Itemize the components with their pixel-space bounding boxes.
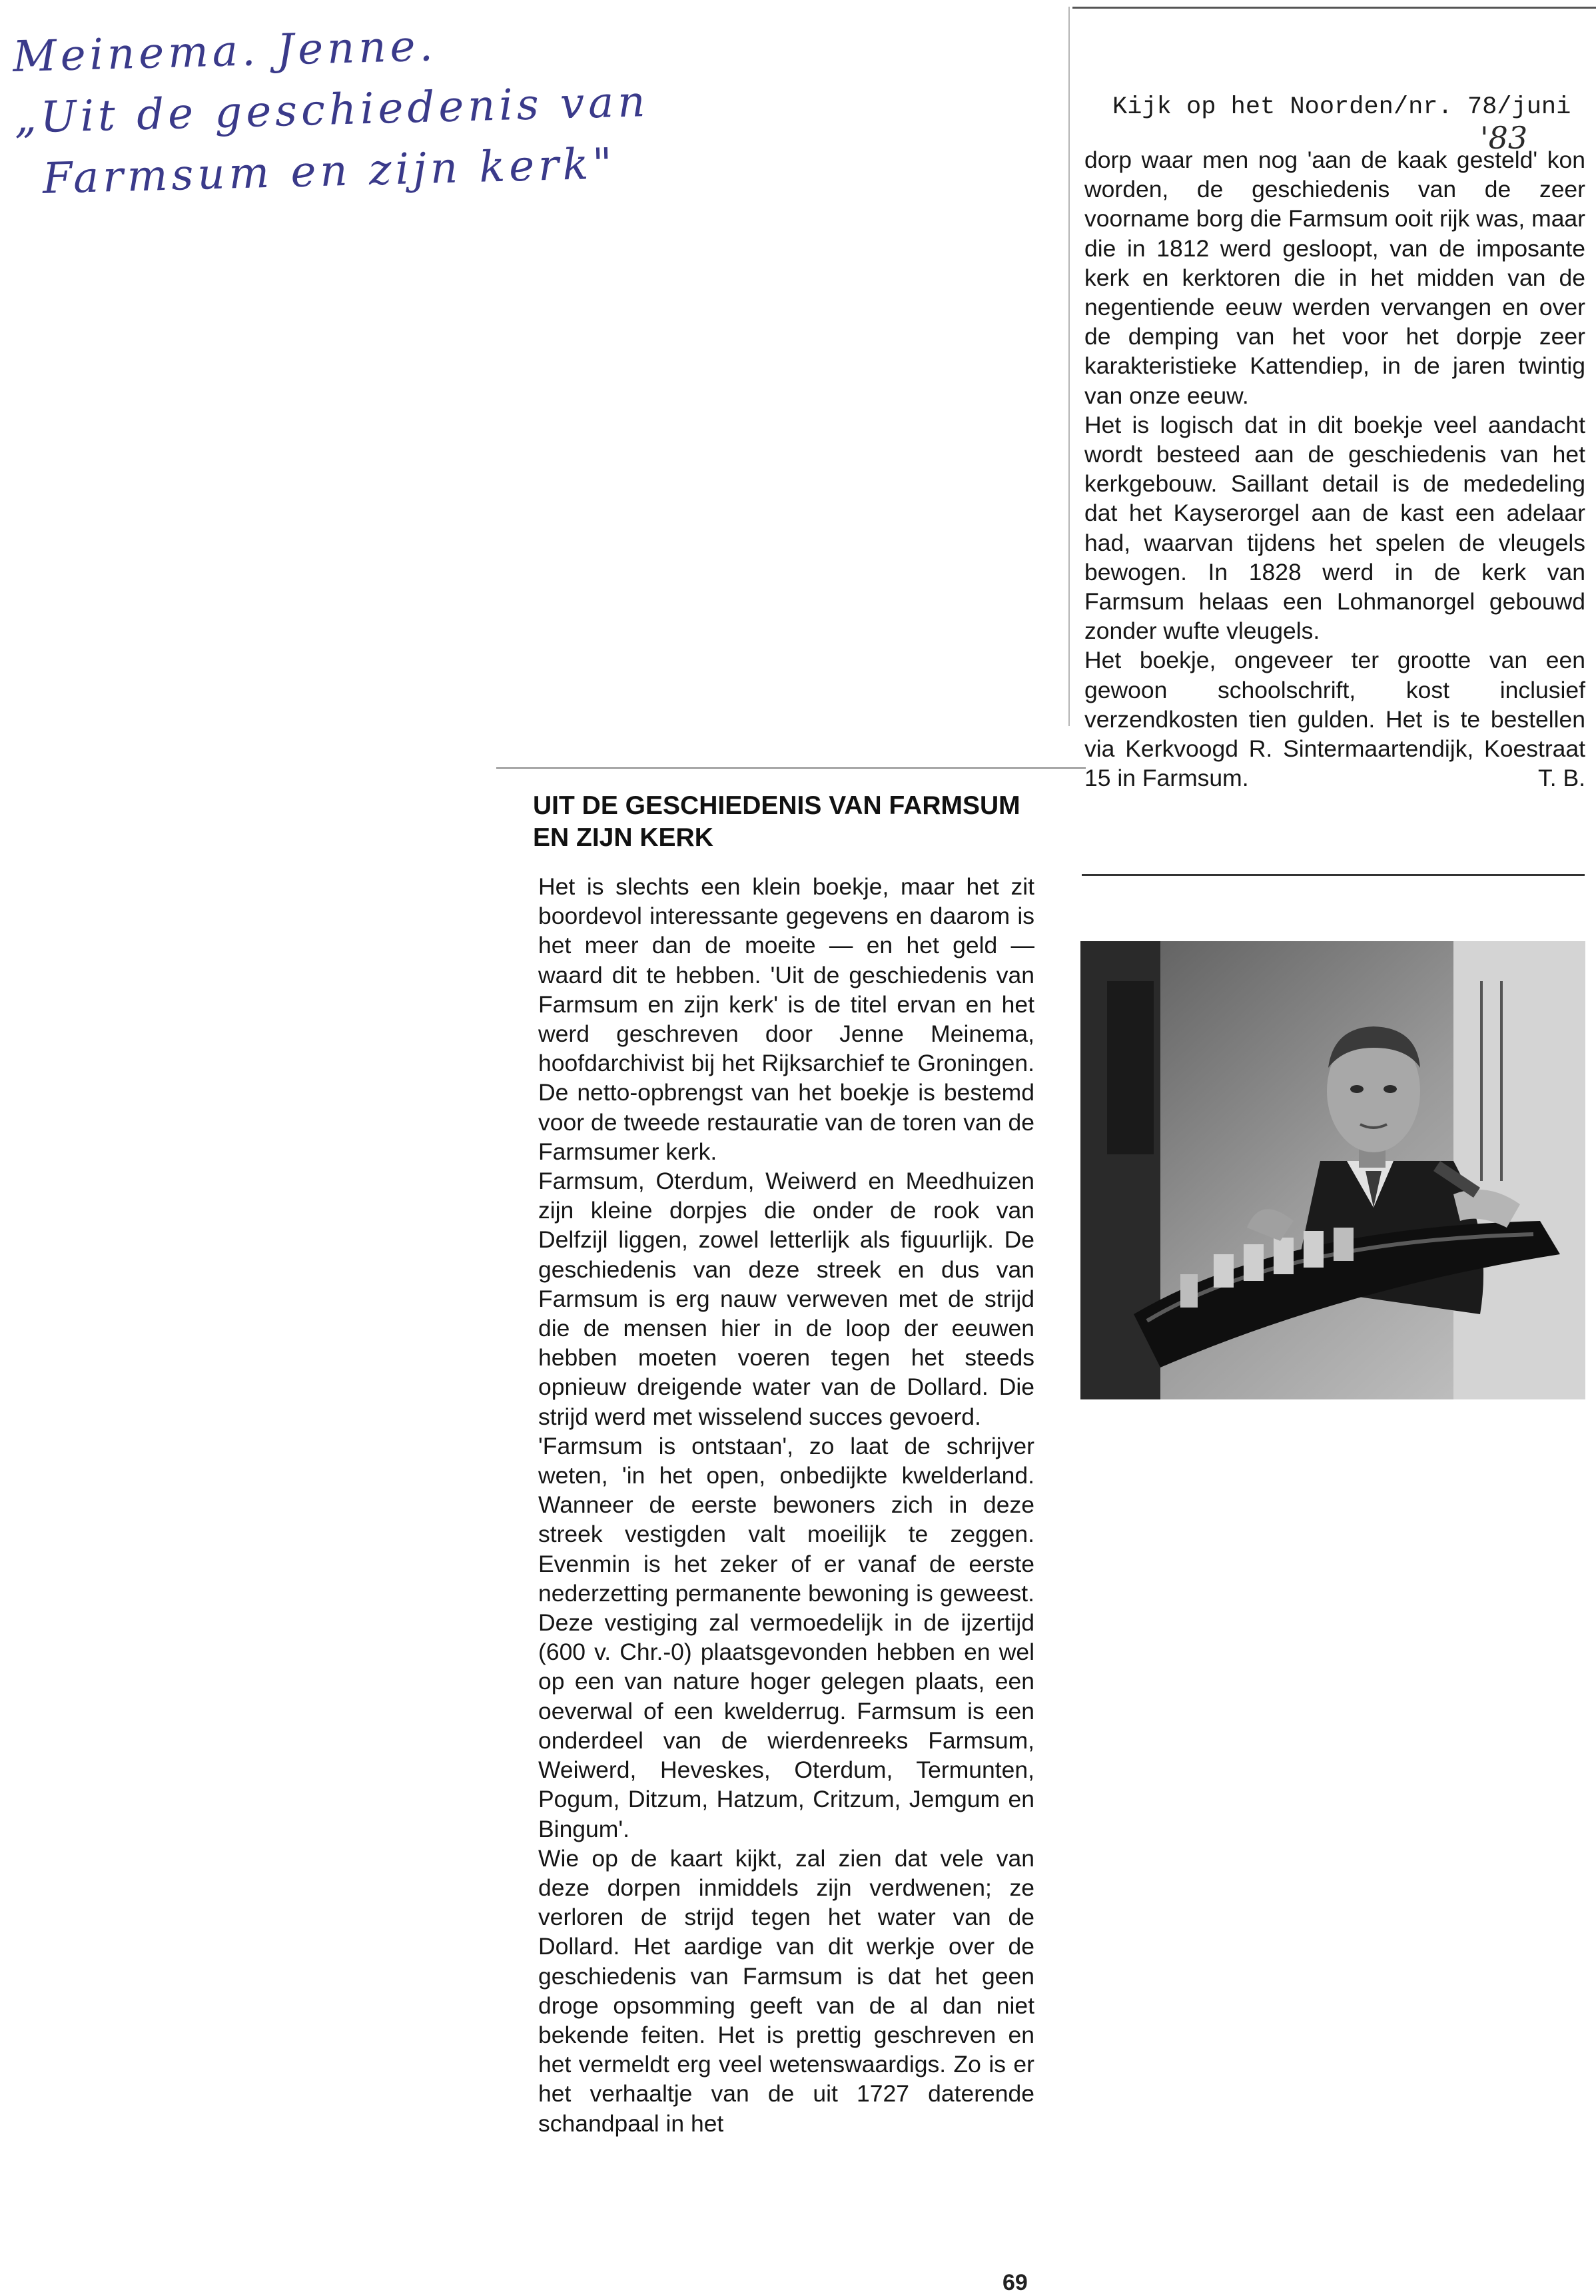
- column-end-rule: [1082, 874, 1585, 876]
- left-paragraph-2: Farmsum, Oterdum, Weiwerd en Meedhuizen zijn kleine dorpjes die onder de rook van Delfzijl liggen, zowel letterlijk als figuurlijk. De geschiedenis van deze streek en dus van Farmsum is erg nauw verweven met de strijd die de mensen hier in de loop der eeuwen hebben moeten voeren tegen het steeds opnieuw dreigende water van de Dollard. Die strijd werd met wisselend succes gevoerd.: [538, 1168, 1034, 1430]
- right-paragraph-3-text: Het boekje, ongeveer ter grootte van een gewoon schoolschrift, kost inclusief verzendkosten tien gulden. Het is te bestellen via Kerkvoogd R. Sintermaartendijk, Koestraat 15 in Farmsum.: [1084, 647, 1585, 792]
- author-photo-illustration: [1080, 941, 1585, 1399]
- handwritten-year: '83: [1480, 120, 1528, 156]
- left-column: [538, 872, 1034, 2138]
- left-paragraph-1: Het is slechts een klein boekje, maar het zit boordevol interessante gegevens en daarom is het meer dan de moeite — en het geld — waard dit te hebben. 'Uit de geschiedenis van Farmsum en zijn kerk' is de titel ervan en het werd geschreven door Jenne Meinema, hoofdarchivist bij het Rijksarchief te Groningen. De netto-opbrengst van het boekje is bestemd voor de tweede restauratie van de toren van de Farmsumer kerk.: [538, 873, 1034, 1165]
- clipping-top-edge: [1072, 7, 1596, 9]
- right-paragraph-2: Het is logisch dat in dit boekje veel aandacht wordt besteed aan de geschiedenis van het kerkgebouw. Saillant detail is de mededeling dat het Kayserorgel aan de kast een adelaar had, waarvan tijdens het spelen de vleugels bewogen. In 1828 werd in de kerk van Farmsum helaas een Lohmanorgel gebouwd zonder wufte vleugels.: [1084, 411, 1585, 645]
- handwritten-title-line2: Farmsum en zijn kerk": [42, 139, 617, 204]
- author-initials: T. B.: [1537, 765, 1585, 792]
- left-paragraph-4: Wie op de kaart kijkt, zal zien dat vele van deze dorpen inmiddels zijn verdwenen; ze verloren de strijd tegen het water van de Dollard. Het aardige van dit werkje over de geschiedenis van Farmsum is dat het geen droge opsomming geeft van de al dan niet bekende feiten. Het is prettig geschreven en het vermeldt erg veel wetenswaardigs. Zo is er het verhaaltje van de uit 1727 daterende schandpaal in het: [538, 1844, 1034, 2137]
- handwritten-author: Meinema. Jenne.: [12, 21, 438, 82]
- left-paragraph-3: 'Farmsum is ontstaan', zo laat de schrijver weten, 'in het open, onbedijkte kwelderland. Wanneer de eerste bewoners zich in deze streek vestigden valt moeilijk te zeggen. Evenmin is het zeker of er vanaf de eerste nederzetting permanente bewoning is geweest. Deze vestiging zal vermoedelijk in de ijzertijd (600 v. Chr.-0) plaatsgevonden hebben en wel op een van nature hoger gelegen plaats, een oeverwal of een kwelderrug. Farmsum is een onderdeel van de wierdenreeks Farmsum, Weiwerd, Heveskes, Oterdum, Termunten, Pogum, Ditzum, Hatzum, Critzum, Jemgum en Bingum'.: [538, 1432, 1034, 1842]
- clipping-middle-edge: [496, 767, 1086, 769]
- page-number: 69: [1002, 2270, 1028, 2295]
- clipping-left-edge: [1068, 7, 1070, 726]
- right-paragraph-3: [1084, 645, 1585, 793]
- right-paragraph-1: dorp waar men nog 'aan de kaak gesteld' kon worden, de geschiedenis van de zeer voorname borg die Farmsum ooit rijk was, maar die in 1812 werd gesloopt, van de imposante kerk en kerktoren die in het midden van de negentiende eeuw werden vervangen en over de demping van het voor het dorpje zeer karakteristieke Kattendiep, in de jaren twintig van onze eeuw.: [1084, 147, 1585, 409]
- author-photo: [1080, 941, 1585, 1399]
- article-headline: UIT DE GESCHIEDENIS VAN FARMSUM EN ZIJN KERK: [533, 791, 1020, 852]
- right-column: [1084, 145, 1585, 793]
- running-head: Kijk op het Noorden/nr. 78/juni: [1112, 93, 1571, 121]
- handwritten-note: [12, 9, 683, 210]
- handwritten-title-line1: „Uit de geschiedenis van: [13, 77, 650, 143]
